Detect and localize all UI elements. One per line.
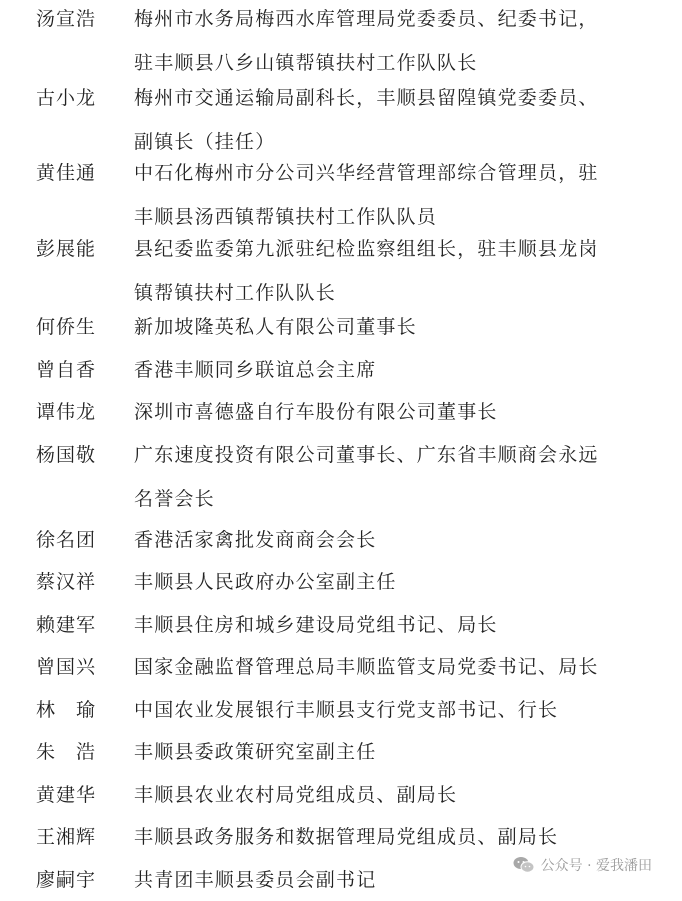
person-title-line: 香港丰顺同乡联谊总会主席	[134, 359, 377, 381]
person-name: 彭展能	[36, 238, 97, 260]
person-name: 曾自香	[36, 359, 97, 381]
person-name: 黄佳通	[36, 162, 97, 184]
wechat-watermark	[513, 853, 652, 877]
person-name: 廖嗣宇	[36, 869, 97, 891]
person-name: 赖建军	[36, 614, 97, 636]
wechat-icon	[513, 856, 535, 874]
person-title	[134, 399, 654, 425]
person-name: 徐名团	[36, 529, 97, 551]
person-name: 蔡汉祥	[36, 571, 97, 593]
person-title	[134, 824, 654, 850]
person-title	[134, 442, 654, 512]
person-title-line: 丰顺县政务服务和数据管理局党组成员、副局长	[134, 826, 559, 848]
person-title-line: 丰顺县人民政府办公室副主任	[134, 571, 397, 593]
person-title-line: 共青团丰顺县委员会副书记	[134, 869, 377, 891]
person-title	[134, 357, 654, 383]
person-title	[134, 160, 654, 230]
person-name: 黄建华	[36, 784, 97, 806]
person-name: 林 瑜	[36, 699, 97, 721]
person-title-line: 驻丰顺县八乡山镇帮镇扶村工作队队长	[134, 52, 478, 74]
person-name: 汤宣浩	[36, 8, 97, 30]
person-title	[134, 314, 654, 340]
person-name: 曾国兴	[36, 656, 97, 678]
person-title	[134, 527, 654, 553]
person-title	[134, 782, 654, 808]
person-title	[134, 236, 654, 306]
person-title-line: 中石化梅州市分公司兴华经营管理部综合管理员，驻	[134, 162, 599, 184]
person-title-line: 丰顺县委政策研究室副主任	[134, 741, 377, 763]
person-title-line: 新加坡隆英私人有限公司董事长	[134, 316, 417, 338]
person-name: 朱 浩	[36, 741, 97, 763]
person-title-line: 梅州市交通运输局副科长，丰顺县留隍镇党委委员、	[134, 87, 599, 109]
person-title-line: 梅州市水务局梅西水库管理局党委委员、纪委书记，	[134, 8, 599, 30]
person-title-line: 丰顺县农业农村局党组成员、副局长	[134, 784, 458, 806]
person-title	[134, 569, 654, 595]
person-title-line: 丰顺县汤西镇帮镇扶村工作队队员	[134, 206, 438, 228]
person-title	[134, 6, 654, 76]
person-title	[134, 739, 654, 765]
person-title-line: 中国农业发展银行丰顺县支行党支部书记、行长	[134, 699, 559, 721]
person-title-line: 副镇长（挂任）	[134, 131, 276, 153]
person-title-line: 县纪委监委第九派驻纪检监察组组长，驻丰顺县龙岗	[134, 238, 599, 260]
person-name: 杨国敬	[36, 444, 97, 466]
person-title-line: 镇帮镇扶村工作队队长	[134, 282, 337, 304]
person-name: 古小龙	[36, 87, 97, 109]
person-title-line: 深圳市喜德盛自行车股份有限公司董事长	[134, 401, 498, 423]
watermark-text: 公众号 · 爱我潘田	[540, 858, 652, 874]
person-title	[134, 85, 654, 155]
person-title	[134, 654, 654, 680]
person-title-line: 广东速度投资有限公司董事长、广东省丰顺商会永远	[134, 444, 599, 466]
person-title-line: 名誉会长	[134, 488, 215, 510]
person-title-line: 国家金融监督管理总局丰顺监管支局党委书记、局长	[134, 656, 599, 678]
person-title	[134, 697, 654, 723]
person-title-line: 香港活家禽批发商商会会长	[134, 529, 377, 551]
person-title-line: 丰顺县住房和城乡建设局党组书记、局长	[134, 614, 498, 636]
person-name: 何侨生	[36, 316, 97, 338]
person-name: 王湘辉	[36, 826, 97, 848]
person-name: 谭伟龙	[36, 401, 97, 423]
person-title	[134, 612, 654, 638]
